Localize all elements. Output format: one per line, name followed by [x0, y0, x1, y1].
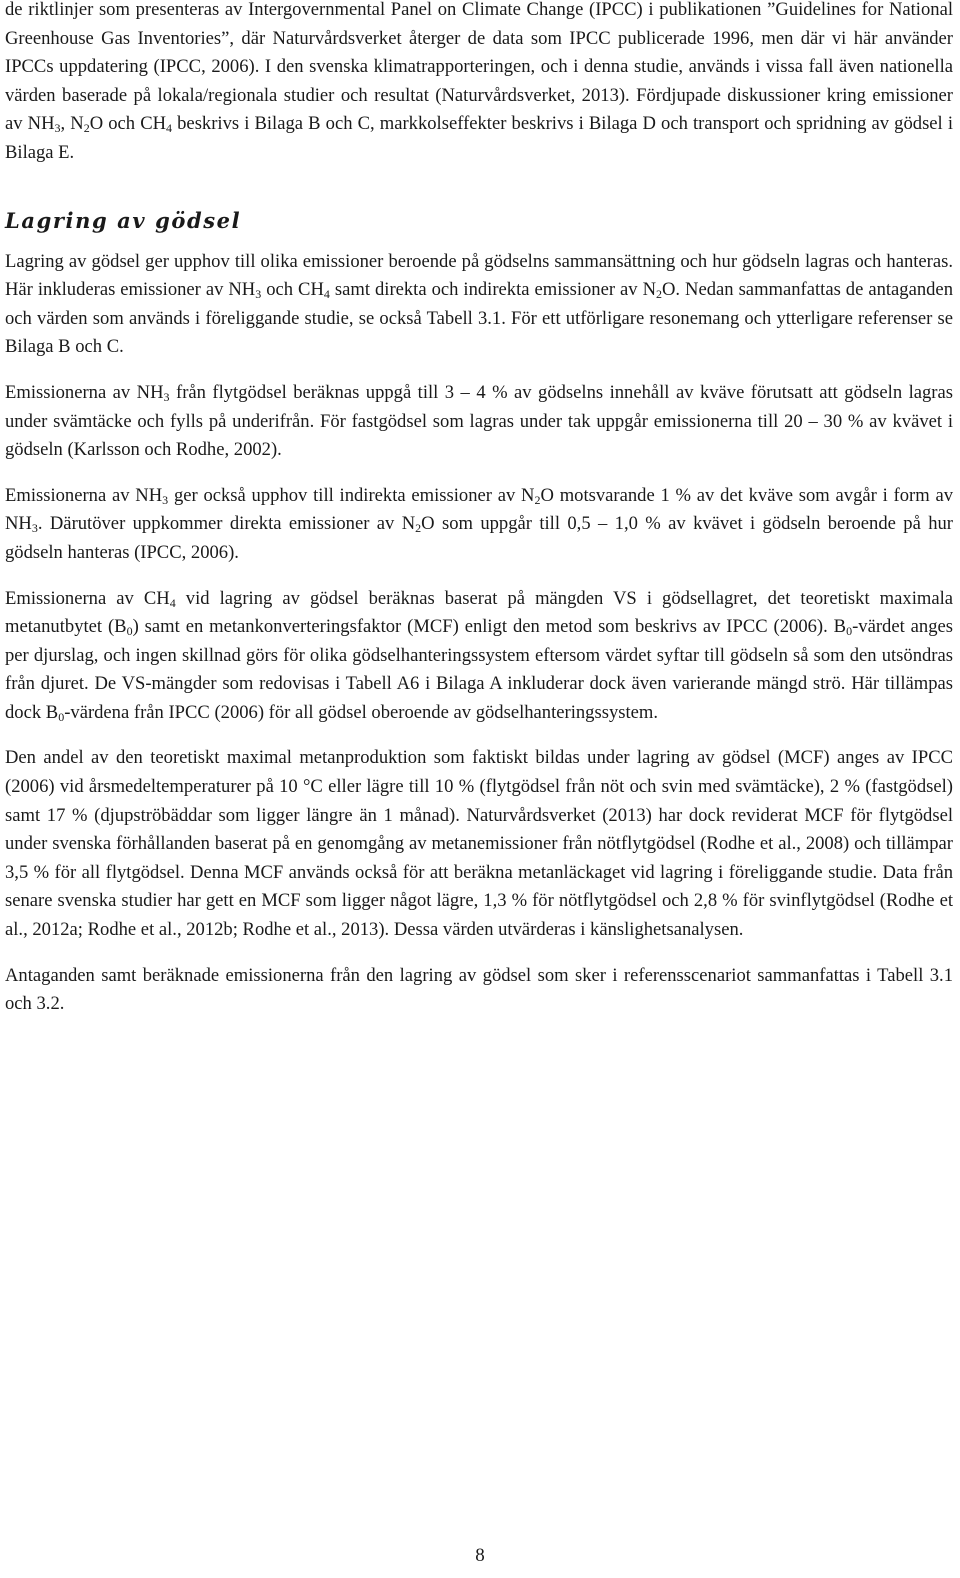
paragraph-n2o-emissions: Emissionerna av $NH_3$ ger också upphov till indirekta emissioner av $N_2O$ motsvarande 1 % av det kväve som avgår i form av $NH_3$. Därutöver uppkommer direkta emissioner av $N_2O$ som uppgår till 0,5 – 1,0 % av kvävet i gödseln beroende på hur gödseln hanteras (IPCC, 2006). — [5, 484, 954, 563]
section-heading: Lagring av gödsel — [5, 207, 242, 233]
paragraph-mcf: Den andel av den teoretiskt maximal metanproduktion som faktiskt bildas under lagring av gödsel (MCF) anges av IPCC (2006) vid årsmedeltemperaturer på 10 °C eller lägre till 10 % (flytgödsel från nöt och svin med svämtäcke), 2 % (fastgödsel) samt 17 % (djupströbäddar som ligger längre än 1 månad). Naturvårdsverket (2013) har dock reviderat MCF för flytgödsel under svenska förhållanden baserat på en genomgång av metanemissioner från nötflytgödsel (Rodhe et al., 2008) och tillämpar 3,5 % för all flytgödsel. Denna MCF används också för att beräkna metanläckaget vid lagring i föreliggande studie. Data från senare svenska studier har gett en MCF som ligger något lägre, 1,3 % för nötflytgödsel och 2,8 % för svinflytgödsel (Rodhe et al., 2012a; Rodhe et al., 2012b; Rodhe et al., 2013). Dessa värden utvärderas i känslighetsanalysen. — [5, 747, 953, 941]
intro-paragraph: de riktlinjer som presenteras av Intergovernmental Panel on Climate Change (IPCC) i publikationen ”Guidelines for National Greenhouse Gas Inventories”, där Naturvårdsverket återger de data som IPCC publicerade 1996, men där vi här använder IPCCs uppdatering (IPCC, 2006). I den svenska klimatrapporteringen, och i denna studie, används i vissa fall även nationella värden baserade på lokala/regionala studier och resultat (Naturvårdsverket, 2013). Fördjupade diskussioner kring emissioner av $NH_3$, $N_2O$ och $CH_4$ beskrivs i Bilaga B och C, markkolseffekter beskrivs i Bilaga D och transport och spridning av gödsel i Bilaga E. — [5, 0, 953, 163]
page-number: 8 — [475, 1545, 485, 1566]
document-page — [5, 0, 953, 1019]
paragraph-ch4-emissions: Emissionerna av $CH_4$ vid lagring av gödsel beräknas baserat på mängden VS i gödsellagret, det teoretiskt maximala metanutbytet $(B_0)$ samt en metankonverteringsfaktor (MCF) enligt den metod som beskrivs av IPCC (2006). $B_0$-värdet anges per djurslag, och ingen skillnad görs för olika gödselhanteringssystem eftersom värdet syftar till gödseln så som den utsöndras från djuret. De VS-mängder som redovisas i Tabell A6 i Bilaga A inkluderar dock även varierande mängd strö. Här tillämpas dock $B_0$-värdena från IPCC (2006) för all gödsel oberoende av gödselhanteringssystem. — [5, 587, 953, 724]
paragraph-storage-intro: Lagring av gödsel ger upphov till olika emissioner beroende på gödselns sammansättning och hur gödseln lagras och hanteras. Här inkluderas emissioner av $NH_3$ och $CH_4$ samt direkta och indirekta emissioner av $N_2O$. Nedan sammanfattas de antaganden och värden som används i föreliggande studie, se också Tabell 3.1. För ett utförligare resonemang och ytterligare referenser se Bilaga B och C. — [5, 250, 953, 358]
paragraph-nh3-emissions: Emissionerna av $NH_3$ från flytgödsel beräknas uppgå till 3 – 4 % av gödselns innehåll av kväve förutsatt att gödseln lagras under svämtäcke och fylls på underifrån. För fastgödsel som lagras under tak uppgår emissionerna till 20 – 30 % av kvävet i gödseln (Karlsson och Rodhe, 2002). — [5, 381, 953, 461]
paragraph-summary: Antaganden samt beräknade emissionerna från den lagring av gödsel som sker i referensscenariot sammanfattas i Tabell 3.1 och 3.2. — [5, 964, 953, 1015]
